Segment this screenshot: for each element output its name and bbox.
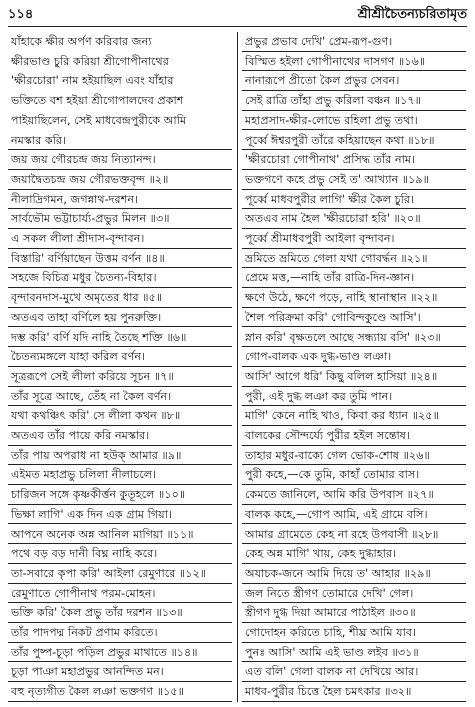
verse-line: তা-সবারে কৃপা করি' আইলা রেমুণারে ॥১২॥ [8,564,232,584]
running-title: শ্রীশ্রীচৈতন্যচরিতামৃত [357,7,467,22]
verse-line: সূত্ররূপে সেই লীলা করিয়ে সূচন ॥৭॥ [8,367,232,387]
verse-line: প্রেমে মত্ত,—নাহি তাঁর রাত্রি-দিন-জ্ঞান। [242,268,466,288]
verse-line: তাঁর পাদপদ্ম নিকট প্রণাম করিতে। [8,623,232,643]
verse-line: শৈল পরিক্রমা করি' গোবিন্দকুণ্ডে আসি'। [242,308,466,328]
verse-line: কেহ অন্ন মাগি' খায়, কেহ দুগ্ধাহার। [242,544,466,564]
page-header [8,6,467,27]
verse-line: যাঁহাকে ক্ষীর অর্পণ করিবার জন্য [11,35,152,48]
verse-line: চৈতন্যমঙ্গলে যাহা করিল বর্ণন। [8,347,232,367]
verse-line: বিস্মিত হইলা গোপীনাথের দাসগণ ॥১৬॥ [242,52,466,72]
verse-line: ভক্তগণে কহে প্রভু সেই ত' আখ্যান ॥১৯॥ [242,170,466,190]
verse-line: তাঁর পুষ্প-চূড়া পড়িল প্রভুর মাথাতে ॥১৪॥ [8,643,232,663]
verse-line: পাইয়াছিলেন, সেই মাধবেন্দ্রপুরীকে আমি [11,113,187,127]
verse-line: পূর্ব্বে মাধবপুরীর লাগি' ক্ষীর কৈল চুরি। [242,190,466,210]
verse-line: গোদোহন করিতে চাহি, শীঘ্র আমি যাব। [242,623,466,643]
verse-line: রেমুণাতে গোপীনাথ পরম-মোহন। [8,584,232,604]
verse-line: ভক্তি করি' কৈল প্রভু তাঁর দরশন ॥১৩॥ [8,603,232,623]
verse-line: পুরী কহে,—কে তুমি, কাহাঁ তোমার বাস। [242,465,466,485]
verse-line: প্রভুর প্রভাব দেখি' প্রেম-রূপ-গুণ। [242,32,466,52]
verse-line: এত বলি' গেলা বালক না দেখিয়ে আর। [242,662,466,682]
verse-line: তাহার মধুর-বাক্যে গেল ভোক-শোষ ॥২৬॥ [242,446,466,466]
verse-line: ভিক্ষা লাগি' এক দিন এক গ্রাম গিয়া। [8,505,232,525]
verse-line: জয় জয় গৌরচন্দ্র জয় নিত্যানন্দ। [8,150,232,170]
verse-line: জয়াদ্বৈতচন্দ্র জয় গৌরভক্তবৃন্দ ॥২॥ [8,170,232,190]
verse-line: নানারূপে প্রীতো কৈল প্রভুর সেবন। [242,71,466,91]
verse-line: মাধব-পুরীর চিত্তে হৈল চমৎকার ॥৩২॥ [242,682,466,702]
verse-line: মহাপ্রসাদ-ক্ষীর-লোভে রহিলা প্রভু তথা। [242,111,466,131]
verse-line: দম্ভ করি' বর্ণি যদি নাহি তৈছে শক্তি ॥৬॥ [8,328,232,348]
verse-line: এ সকল লীলা শ্রীদাস-বৃন্দাবন। [8,229,232,249]
verse-line: বহু নৃত্যগীত কৈল লঞা ভক্তগণ ॥১৫॥ [8,682,232,702]
verse-line: পূর্ব্বে ঈশ্বরপুরী তাঁরে কহিয়াছেন কথা ॥১৮॥ [242,131,466,151]
page-number: ১১৪ [8,7,34,22]
verse-line: তাঁর সূত্রে আছে, তেঁহ না কৈল বর্ণন। [8,387,232,407]
verse-line: স্ত্রীগণ দুগ্ধ দিয়া আমারে পাঠাইল ॥৩০॥ [242,603,466,623]
verse-line: 'ক্ষীরচোরা' নাম হইয়াছিল এবং যাঁহার [11,74,174,88]
verse-line: 'ক্ষীরচোরা গোপীনাথ' প্রসিদ্ধ তাঁর নাম। [242,150,466,170]
verse-line: ক্ষণে উঠে, ক্ষণে পড়ে, নাহি স্থানাস্থান ॥২২॥ [242,288,466,308]
verse-line: জল নিতে স্ত্রীগণ তোমারে দেখি' গেল। [242,584,466,604]
verse-line: ভক্তিতে বশ হইয়া শ্রীগোপালদেব প্রকাশ [11,94,184,108]
verse-line: গোপ-বালক এক দুগ্ধ-ভাণ্ড লঞা। [242,347,466,367]
verse-line: পুনঃ আসি' আমি এই ভাণ্ড লইব ॥৩১॥ [242,643,466,663]
verse-line: বালকের সৌন্দর্য্যে পুরীর হইল সন্তোষ। [242,426,466,446]
verse-line: অতএব তাহা বর্ণিলে হয় পুনরুক্তি। [8,308,232,328]
verse-line: ক্ষীরভাণ্ড চুরি করিয়া শ্রীগোপীনাথের [11,54,169,68]
verse-line: চূড়া পাঞা মহাপ্রভুর আনন্দিত মন। [8,662,232,682]
verse-line: অযাচক-জনে আমি দিয়ে ত' আহার ॥২৯॥ [242,564,466,584]
verse-line: আপনে অনেক অন্ন আনিল মাগিয়া ॥১১॥ [8,525,232,545]
text-columns [8,32,467,702]
verse-line: পূর্ব্বে শ্রীমাধবপুরী আইলা বৃন্দাবন। [242,229,466,249]
verse-line: স্নান করি' বৃক্ষতলে আছে সন্ধ্যায় বসি' ॥২৩॥ [242,328,466,348]
verse-line: ভ্রমিতে ভ্রমিতে গেলা যথা গোবর্দ্ধন ॥২১॥ [242,249,466,269]
verse-line: নমস্কার করি। [8,131,232,151]
verse-line: কেমতে জানিলে, আমি করি উপবাস ॥২৭॥ [242,485,466,505]
verse-line: আসি' আগে ধরি' কিছু বলিল হাসিয়া ॥২৪॥ [242,367,466,387]
left-column [8,32,238,702]
verse-line: তাঁর পায় অপরাধ না হউক্ আমার ॥৯॥ [8,446,232,466]
verse-line: বালক কহে,—গোপ আমি, এই গ্রামে বসি। [242,505,466,525]
verse-line: আমার গ্রামেতে কেহ না রহে উপবাসী ॥২৮॥ [242,525,466,545]
verse-line: অতএব তাঁর পায়ে করি নমস্কার। [8,426,232,446]
verse-line: যথা কথঞ্চিৎ করি' সে লীলা কথন ॥৮॥ [8,406,232,426]
verse-line: মাগি' কেনে নাহি খাও, কিবা কর ধ্যান ॥২৫॥ [242,406,466,426]
verse-line: এইমত মহাপ্রভু চলিলা নীলাচলে। [8,465,232,485]
verse-line: পথে বড় বড় দানী বিঘ্ন নাহি করে। [8,544,232,564]
right-column [238,32,467,702]
verse-line: বিস্তারি' বর্ণিয়াছেন উত্তম বর্ণন ॥৪॥ [8,249,232,269]
verse-line: চারিজন সঙ্গে কৃষ্ণকীর্ত্তন কুতূহলে ॥১০॥ [8,485,232,505]
verse-line: অতএব নাম হৈল 'ক্ষীরচোরা হরি' ॥২০॥ [242,209,466,229]
verse-line: সেই রাত্রি তাঁহা প্রভু করিলা বঞ্চন ॥১৭॥ [242,91,466,111]
verse-line: সার্বভৌম ভট্টাচার্য্য-প্রভুর মিলন ॥৩॥ [8,209,232,229]
verse-line: পুরী, এই দুগ্ধ লঞা কর তুমি পান। [242,387,466,407]
verse-line: বৃন্দাবনদাস-মুখে অমৃতের ধার ॥৫॥ [8,288,232,308]
verse-line: নীলাদ্রিগমন, জগন্নাথ-দরশন। [8,190,232,210]
verse-line: সহজে বিচিত্র মধুর চৈতন্য-বিহার। [8,268,232,288]
